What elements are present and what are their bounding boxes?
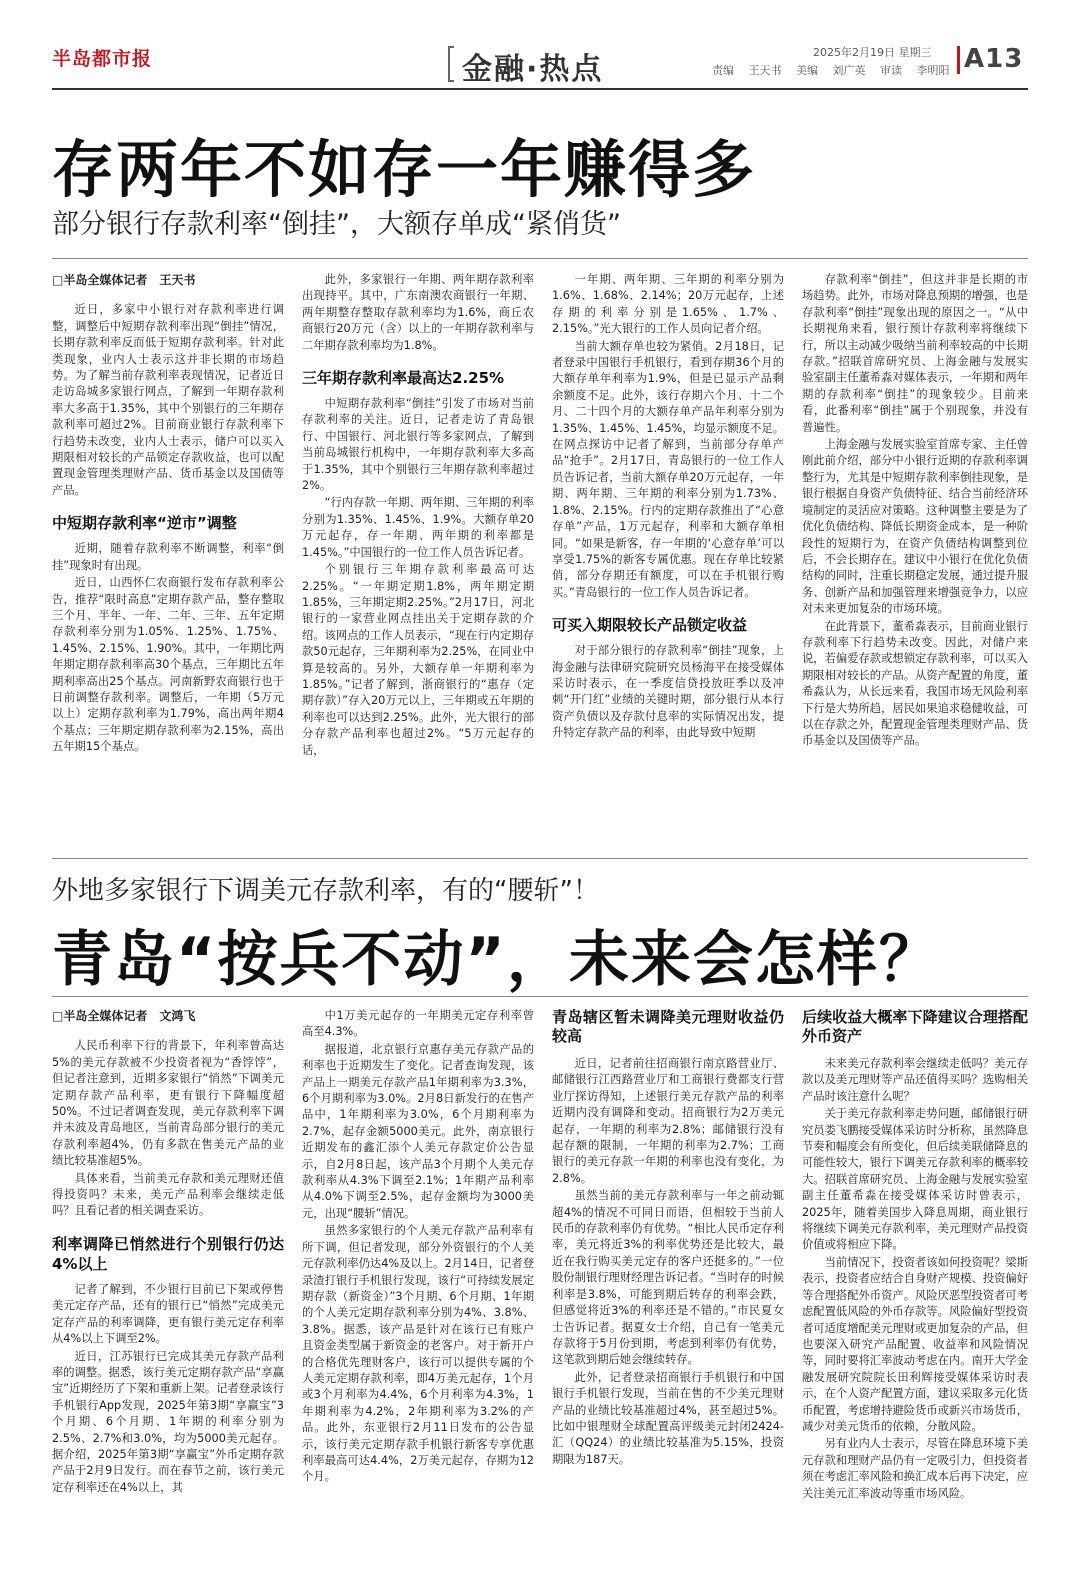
paragraph: 当前大额存单也较为紧俏。2月18日，记者登录中国银行手机银行，看到存期36个月的大额存单年利率为1.9%，但是已显示产品剩余额度不足。此外，该行存期六个月、十二个月、二十四个月的大额存单产品年利率分别为1.35%、1.45%、1.45%，均显示额度不足。在网点探访中记者了解到，当前部分存单产品“抢手”。2月17日，青岛银行的一位工作人员告诉记者，当前大额存单20万元起存，一年期、两年期、三年期的利率分别为1.73%、1.8%、2.15%。行内的定期存款推出了“心意存单”产品，1万元起存，利率和大额存单相同。“如果是新客，存一年期的‘心意存单’可以享受1.75%的新客专属优惠。现在存单比较紧俏，部分存期还有额度，可以在手机银行购买。”青岛银行的一位工作人员告诉记者。	[552, 339, 784, 599]
paragraph: 中1万美元起存的一年期美元定存利率曾高至4.3%。	[302, 1009, 534, 1039]
paragraph: 当前情况下，投资者该如何投资呢？梁斯表示，投资者应结合自身财产规模、投资偏好等合理搭配外币资产。风险厌恶型投资者可考虑配置低风险的外币存款等。风险偏好型投资者可适度增配美元理财或更加复杂的产品，但也要深入研究产品配置、收益率和风险情况等，同时要将汇率波动考虑在内。南开大学金融发展研究院院长田利辉接受媒体采访时表示，在个人资产配置方面，建议采取多元化货币配置，考虑增持避险货币或新兴市场货币，减少对美元货币的依赖，分散风险。	[802, 1255, 1028, 1433]
story2-subhead-b: 青岛辖区暂未调降美元理财收益仍较高	[552, 1008, 784, 1045]
story2-column-1	[52, 1008, 284, 1564]
story2-headline: 青岛“按兵不动”，未来会怎样？	[52, 925, 941, 995]
date-line	[813, 44, 932, 60]
story1-subheadline: 部分银行存款利率“倒挂”，大额存单成“紧俏货”	[52, 209, 621, 240]
story2-rule	[52, 996, 1028, 997]
paragraph: 一年期、两年期、三年期的利率分别为1.6%、1.68%、2.14%；20万元起存，上述存期的利率分别是1.65%、1.7%、2.15%。”光大银行的工作人员向记者介绍。	[552, 273, 784, 336]
paragraph: 关于美元存款利率走势问题，邮储银行研究员娄飞鹏接受媒体采访时分析称，虽然降息节奏和幅度会有所变化，但后续美联储降息的可能性较大，银行下调美元存款利率的概率较大。招联首席研究员、上海金融与发展实验室副主任董希淼在接受媒体采访时曾表示，2025年，随着美国步入降息周期，商业银行将继续下调美元存款利率，美元理财产品投资价值或将相应下降。	[802, 1107, 1028, 1252]
story1-column-3	[552, 272, 784, 838]
section-bracket-decor	[448, 46, 454, 82]
story1-subhead-a: 中短期存款利率“逆市”调整	[52, 514, 237, 533]
story1-headline: 存两年不如存一年赚得多	[52, 133, 757, 206]
proof-label: 审读	[880, 64, 902, 77]
paragraph: 近日，记者前往招商银行南京路营业厅、邮储银行江西路营业厅和工商银行费都支行营业厅探访得知，上述银行美元存款产品的利率近期内没有调降和变动。招商银行为2万美元起存，一年期的利率为2.8%；邮储银行没有起存额的限制，一年期的利率为2.7%；工商银行的美元存款一年期的利率也没有变化，为2.8%。	[552, 1057, 784, 1185]
paragraph: 虽然多家银行的个人美元存款产品利率有所下调，但记者发现，部分外资银行的个人美元存款利率仍达4%及以上。2月14日，记者登录渣打银行手机银行发现，该行“可持续发展定期存款（新资金）”3个月期、6个月期、1年期的个人美元定期存款利率分别为4%、3.8%、3.8%。据悉，该产品是针对在该行已有账户且资金类型属于新资金的老客户。对于新开户的合格优先理财客户，该行可以提供专属的个人美元定期存款利率，即4万美元起存，1个月或3个月利率为4.4%，6个月利率为4.3%，1年期利率为4.2%，2年期利率为3.2%的产品。此外，东亚银行2月11日发布的公告显示，该行美元定期存款手机银行新客专享优惠利率最高可达4.4%，2万美元起存，存期为12个月。	[302, 1224, 534, 1484]
story-separator	[52, 858, 1028, 859]
paragraph: 虽然当前的美元存款利率与一年之前动辄超4%的情况不可同日而语，但相较于当前人民币的存款利率仍有优势。“相比人民币定存利率，美元将近3%的利率优势还是比较大，最近在我行购买美元定存的客户还挺多的。”一位股份制银行理财经理告诉记者。“当时存的时候利率是3.8%，可能到期后转存的利率会跌，但感觉将近3%的利率还是不错的。”市民夏女士告诉记者。据夏女士介绍，自己有一笔美元存款将于5月份到期，考虑到利率仍有优势，这笔款到期后她会继续转存。	[552, 1189, 784, 1367]
paragraph: 近日，江苏银行已完成其美元存款产品利率的调整。据悉，该行美元定期存款产品“享赢宝”近期经历了下架和重新上架。记者登录该行手机银行App发现，2025年第3期“享赢宝”3个月期、6个月期、1年期的利率分别为2.5%、2.7%和3.0%，均为5000美元起存。据介绍，2025年第3期“享赢宝”外币定期存款产品于2月9日发行。而在春节之前，该行美元定存利率还在4%以上，其	[52, 1349, 284, 1494]
story1-rule	[52, 258, 1028, 259]
story2-subheadline: 外地多家银行下调美元存款利率，有的“腰斩”！	[52, 876, 599, 906]
story1-subhead-b: 三年期存款利率最高达2.25%	[302, 369, 505, 388]
paragraph: 记者了解到，不少银行目前已下架或停售美元定存产品，还有的银行已“悄然”完成美元定存产品的利率调降，更有银行美元定存利率从4%以上下调至2%。	[52, 1282, 284, 1346]
paragraph: “行内存款一年期、两年期、三年期的利率分别为1.35%、1.45%、1.9%。大额存单20万元起存，存一年期、两年期的利率都是1.45%。”中国银行的一位工作人员告诉记者。	[302, 496, 534, 559]
paragraph: 存款利率“倒挂”，但这并非是长期的市场趋势。此外，市场对降息预期的增强，也是存款利率“倒挂”现象出现的原因之一。“从中长期视角来看，银行预计存款利率将继续下行，所以主动减少吸纳当前利率较高的中长期存款。”招联首席研究员、上海金融与发展实验室副主任董希淼对媒体表示，一年期和两年期的存款利率“倒挂”的现象较少。目前来看，此番利率“倒挂”属于个别现象，并没有普遍性。	[802, 273, 1028, 434]
designer-label: 美编	[796, 64, 818, 77]
story2-subhead-c: 后续收益大概率下降建议合理搭配外币资产	[802, 1008, 1028, 1045]
story2-column-2	[302, 1008, 534, 1564]
paragraph: 此外，记者登录招商银行手机银行和中国银行手机银行发现，当前在售的不少美元理财产品的业绩比较基准超过4%，甚至超过5%。比如中银理财全球配置高评级美元封闭2424-汇（QQ24）的业绩比较基准为5.15%，投资期限为187天。	[552, 1370, 784, 1466]
credits-line	[712, 62, 957, 78]
paragraph: 对于部分银行的存款利率“倒挂”现象，上海金融与法律研究院研究员杨海平在接受媒体采访时表示，在一季度信贷投放旺季以及冲刺“开门红”业绩的关键时期，部分银行从本行资产负债以及存款付息率的实际情况出发，提升特定存款产品的利率，由此导致中短期	[552, 644, 784, 740]
page-number: A13	[964, 44, 1024, 74]
editor-name: 王天书	[748, 64, 782, 77]
story1-subhead-c: 可买入期限较长产品锁定收益	[552, 616, 748, 635]
story1-byline: □半岛全媒体记者 王天书	[52, 273, 196, 287]
page-number-bar	[957, 46, 960, 74]
paragraph: 在此背景下，董希淼表示，目前商业银行存款利率下行趋势未改变。因此，对储户来说，若偏爱存款或想锁定存款利率，可以买入期限相对较长的产品。从资产配置的角度，董希淼认为，从长远来看，我国市场无风险利率下行是大势所趋，居民如果追求稳健收益，可以在存款之外，配置现金管理类理财产品、货币基金以及国债等产品。	[802, 619, 1028, 748]
designer-name: 刘广英	[832, 64, 866, 77]
paragraph: 上海金融与发展实验室首席专家、主任曾刚此前介绍，部分中小银行近期的存款利率调整行为，尤其是中短期存款利率倒挂现象，是银行根据自身资产负债特征、结合当前经济环境制定的灵活应对策略。这种调整主要是为了优化负债结构、降低长期资金成本，是一种阶段性的短期行为，在资产负债结构调整到位后，不会长期存在。建议中小银行在优化负债结构的同时，注重长期稳定发展，通过提升服务、创新产品和加强管理来增强竞争力，以应对未来更加复杂的市场环境。	[802, 438, 1028, 616]
paragraph: 近日，山西怀仁农商银行发布存款利率公告，推荐“限时高息”定期存款产品，整存整取三个月、半年、一年、二年、三年、五年定期存款利率分别为1.05%、1.25%、1.75%、1.45%、2.15%、1.90%。其中，一年期比两年期定期存款利率高30个基点，三年期比五年期利率高出25个基点。河南新野农商银行也于日前调整存款利率。调整后，一年期（5万元以上）定期存款利率为1.79%，高出两年期4个基点；三年期定期存款利率为2.15%，高出五年期15个基点。	[52, 576, 284, 754]
issue-weekday: 星期三	[898, 46, 932, 59]
paragraph: 个别银行三年期存款利率最高可达2.25%。“一年期定期1.8%，两年期定期1.85%，三年期定期2.25%。”2月17日，河北银行的一家营业网点挂出关于定期存款的介绍。该网点的工作人员表示，“现在行内定期存款50元起存，三年期利率为2.25%，在同业中算是较高的。另外，大额存单一年期利率为1.85%。”记者了解到，浙商银行的“惠存（定期存款）”存入20万元以上，三年期或五年期的利率也可以达到2.25%。此外，光大银行的部分存款产品利率也超过2%。“5万元起存的话，	[302, 563, 534, 757]
paragraph: 据报道，北京银行京惠存美元存款产品的利率也于近期发生了变化。记者查询发现，该产品上一期美元存款产品1年期利率为3.3%，6个月期利率为3.0%。2月8日新发行的在售产品中，1年期利率为3.0%，6个月期利率为2.7%，起存金额5000美元。此外，南京银行近期发布的鑫汇添个人美元存款定价公告显示，自2月8日起，该产品3个月期个人美元存款利率从4.3%下调至2.1%；1年期产品利率从4.0%下调至2.5%，起存金额均为3000美元，出现“腰斩”情况。	[302, 1042, 534, 1220]
story1-column-2	[302, 272, 534, 838]
story1-column-4	[802, 272, 1028, 838]
paragraph: 中短期存款利率“倒挂”引发了市场对当前存款利率的关注。近日，记者走访了青岛银行、中国银行、河北银行等多家网点，了解到当前岛城银行机构中，一年期存款利率大多高于1.35%，其中个别银行三年期存款利率超过2%。	[302, 397, 534, 493]
story2-column-4	[802, 1008, 1028, 1564]
masthead-rule	[52, 88, 1028, 90]
paragraph: 人民币利率下行的背景下，年利率曾高达5%的美元存款被不少投资者视为“香饽饽”，但记者注意到，近期多家银行“悄然”下调美元定期存款产品利率，更有银行下降幅度超50%。不过记者调查发现，美元存款利率下调并未波及青岛地区，当前青岛部分银行的美元存款利率超4%，仍有多款在售美元产品的业绩比较基准超5%。	[52, 1039, 284, 1168]
editor-label: 责编	[712, 64, 734, 77]
paragraph: 另有业内人士表示，尽管在降息环境下美元存款和理财产品仍有一定吸引力，但投资者须在考虑汇率风险和换汇成本后再下决定，应关注美元汇率波动等重市场风险。	[802, 1437, 1028, 1500]
story2-byline: □半岛全媒体记者 文鸿飞	[52, 1009, 196, 1023]
issue-date: 2025年2月19日	[813, 46, 895, 59]
section-title: 金融·热点	[462, 52, 604, 87]
story1-column-1	[52, 272, 284, 832]
paragraph: 近日，多家中小银行对存款利率进行调整，调整后中短期存款利率出现“倒挂”情况，长期存款利率反而低于短期存款利率。针对此类现象，业内人士表示这并非长期的市场趋势。为了解当前存款利率表现情况，记者近日走访岛城多家银行网点，了解到一年期存款利率大多高于1.35%，其中个别银行的三年期存款利率可超过2%。目前商业银行存款利率下行趋势未改变，业内人士表示，储户可以买入期限相对较长的产品锁定存款收益，也可以配置现金管理类理财产品、货币基金以及国债等产品。	[52, 303, 284, 497]
paragraph: 此外，多家银行一年期、两年期存款利率出现持平。其中，广东南澳农商银行一年期、两年期整存整取存款利率均为1.6%，商丘农商银行20万元（含）以上的一年期存款利率与二年期存款利率均为1.8%。	[302, 273, 534, 352]
paragraph: 未来美元存款利率会继续走低吗？美元存款以及美元理财等产品还值得买吗？选购相关产品时该注意什么呢？	[802, 1057, 1028, 1103]
paragraph: 具体来看，当前美元存款和美元理财还值得投资吗？未来，美元产品利率会继续走低吗？且看记者的相关调查采访。	[52, 1171, 284, 1218]
story2-subhead-a: 利率调降已悄然进行个别银行仍达4%以上	[52, 1234, 284, 1273]
story2-column-3	[552, 1008, 784, 1564]
proofreader-name: 李明阳	[916, 64, 950, 77]
newspaper-logo: 半岛都市报	[52, 48, 153, 70]
masthead	[0, 0, 1080, 86]
paragraph: 近期，随着存款利率不断调整，利率“倒挂”现象时有出现。	[52, 542, 284, 572]
